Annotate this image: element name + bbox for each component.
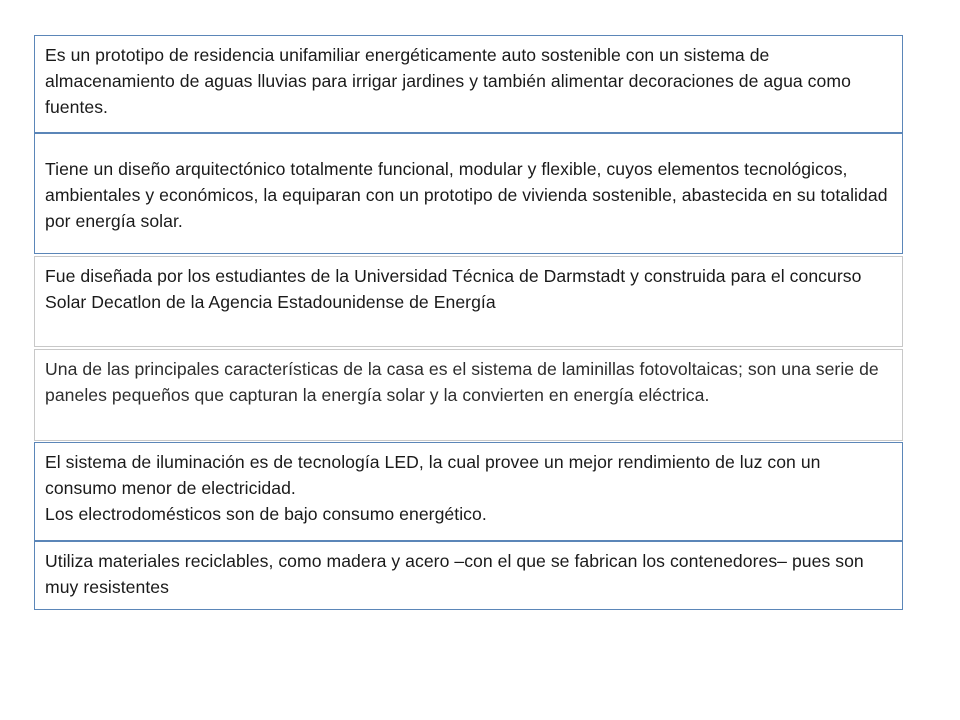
text-block-design-text: Tiene un diseño arquitectónico totalmente funcional, modular y flexible, cuyos elementos tecnológicos, ambientales y económicos, la equiparan con un prototipo de vivienda sostenible, abastecida en su totalidad por energía solar. (45, 159, 888, 231)
text-block-design (34, 133, 903, 254)
text-block-rainwater (34, 35, 903, 133)
text-block-materials-text: Utiliza materiales reciclables, como madera y acero –con el que se fabrican los contenedores– pues son muy resistentes (45, 551, 864, 597)
text-block-lighting (34, 442, 903, 541)
text-block-photovoltaic (34, 349, 903, 441)
text-block-photovoltaic-text: Una de las principales características de la casa es el sistema de laminillas fotovoltaicas; son una serie de paneles pequeños que capturan la energía solar y la convierten en energía eléctrica. (45, 359, 879, 405)
text-block-lighting-text: El sistema de iluminación es de tecnología LED, la cual provee un mejor rendimiento de luz con un consumo menor de electricidad. Los electrodomésticos son de bajo consumo energético. (45, 452, 821, 524)
text-block-designers-text: Fue diseñada por los estudiantes de la Universidad Técnica de Darmstadt y construida para el concurso Solar Decatlon de la Agencia Estadounidense de Energía (45, 266, 862, 312)
text-block-materials (34, 541, 903, 610)
text-block-designers (34, 256, 903, 347)
text-block-rainwater-text: Es un prototipo de residencia unifamiliar energéticamente auto sostenible con un sistema de almacenamiento de aguas lluvias para irrigar jardines y también alimentar decoraciones de agua como fuentes. (45, 45, 851, 117)
